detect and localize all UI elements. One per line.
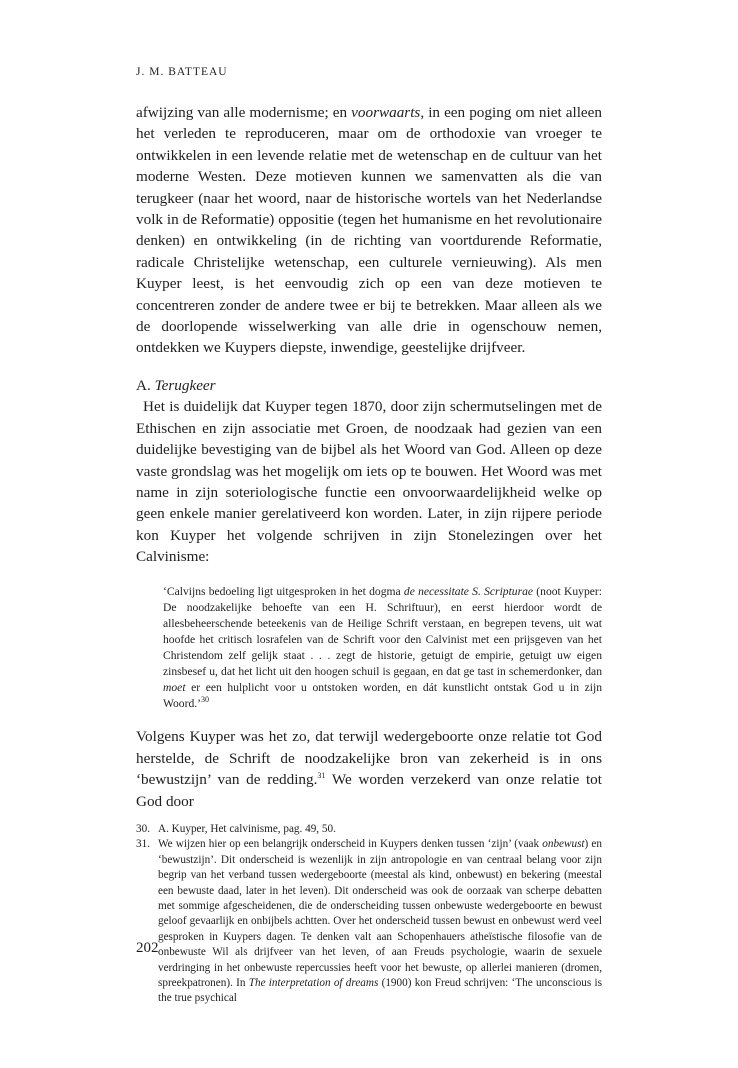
footnotes <box>136 822 602 1007</box>
footnote-text: A. Kuyper, Het calvinisme, pag. 49, 50. <box>158 822 336 835</box>
footnote-number: 31. <box>136 838 150 851</box>
block-quote <box>163 584 602 713</box>
section-heading <box>136 375 602 396</box>
paragraph-3 <box>136 726 602 812</box>
quote-emphasis-moet: moet <box>163 681 186 695</box>
paragraph-1 <box>136 102 602 359</box>
quote-emphasis-latin: de necessitate S. Scripturae <box>403 584 534 598</box>
running-head: J. M. BATTEAU <box>136 66 228 78</box>
footnote-31-book-title: The interpretation of dreams <box>248 976 379 989</box>
footnote-31-text: We wijzen hier op een belangrijk onderscheid in Kuypers denken tussen ‘zijn’ (vaak <box>158 838 543 851</box>
page-number: 202 <box>136 940 159 956</box>
quote-text: ‘Calvijns bedoeling ligt uitgesproken in het dogma <box>163 584 404 598</box>
paragraph-1-text-cont: in een poging om niet alleen het verleden te reproduceren, maar om de orthodoxie van vroeger te ontwikkelen in een levende relatie met de wetenschap en de cultuur van het moderne Westen. Deze motieven kunnen we samenvatten als die van terugkeer (naar het woord, naar de historische wortels van het Nederlandse volk in de Reformatie) oppositie (tegen het humanisme en het revolutionaire denken) en ontwikkeling (in de richting van voortdurende Reformatie, radicale Christelijke wetenschap, een culturele vernieuwing). Als men Kuyper leest, is het eenvoudig zich op een van deze motieven te concentreren zonder de andere twee er bij te betrekken. Maar alleen als we de doorlopende wisselwerking van alle drie in ogenschouw nemen, ontdekken we Kuypers diepste, inwendige, geestelijke drijfveer. <box>136 104 603 357</box>
footnote-number: 30. <box>136 822 150 835</box>
quote-text-end: er een hulplicht voor u ontstoken worden, en dát kunstlicht ontstak God u in zijn Woord.’ <box>163 681 602 711</box>
section-letter: A. <box>136 376 151 394</box>
footnote-30 <box>136 822 602 837</box>
footnote-31 <box>136 837 602 1006</box>
footnote-31-text-cont: ) en ‘bewustzijn’. Dit onderscheid is wezenlijk in zijn antropologie en van centraal belang voor zijn begrip van het verband tussen wedergeboorte (meestal als kind, onbewust) en bekering (meestal een bewuste daad, later in het leven). Dit onderscheid was ook de oorzaak van scherpe debatten met sommige afgescheidenen, die de onderscheiding tussen onbewuste wedergeboorte en bewust geloof gevaarlijk en onbijbels achtten. Over het onderscheid tussen bewust en onbewust werd veel gesproken in Kuypers dagen. Te denken valt aan Schopenhauers atheïstische filosofie van de onbewuste Wil als drijfveer van het leven, of aan Freuds psychologie, waarin de sexuele verdringing in het onbewuste repercussies heeft voor het bewuste, op allerlei manieren (dromen, spreekpatronen). In <box>158 838 602 989</box>
footnote-31-text-end: (1900) kon Freud schrijven: ‘The unconscious is the true psychical <box>158 976 602 1005</box>
footnote-ref-31: 31 <box>317 771 326 781</box>
paragraph-2: Het is duidelijk dat Kuyper tegen 1870, door zijn schermutselingen met de Ethischen en zijn associatie met Groen, de noodzaak had gezien van een duidelijke bevestiging van de bijbel als het Woord van God. Alleen op deze vaste grondslag was het mogelijk om iets op te bouwen. Het Woord was met name in zijn soteriologische functie een onvoorwaardelijkheid welke op geen enkele manier gerelativeerd kon worden. Later, in zijn rijpere periode kon Kuyper het volgende schrijven in zijn Stonelezingen over het Calvinisme: <box>136 398 602 566</box>
page-content <box>136 66 602 1007</box>
paragraph-1-emphasis: voorwaarts, <box>351 104 425 121</box>
paragraph-1-text: afwijzing van alle modernisme; en <box>136 104 352 121</box>
quote-text-cont: (noot Kuyper: De noodzakelijke behoefte van een H. Schriftuur), en eerst hierdoor wordt de allesbeheerschende beteekenis van de Heilige Schrift verstaan, en begrepen tevens, uit wat hoofde het critisch losrafelen van de Schrift voor den Calvinist met een prijsgeven van het Christendom zelf gelijk staat . . . zegt de historie, getuigt de empirie, getuigt uw eigen zinsbesef u, dat het licht uit den hoogen schuil is gegaan, en dat ge tast in schemerdonker, dan <box>163 584 602 678</box>
paragraph-3-text-cont: We worden verzekerd van onze relatie tot God door <box>136 771 602 810</box>
paragraph-3-text: Volgens Kuyper was het zo, dat terwijl wedergeboorte onze relatie tot God herstelde, de Schrift de noodzakelijke bron van zekerheid is in ons ‘bewustzijn’ van de redding. <box>136 728 602 789</box>
footnote-31-emphasis: onbewust <box>542 838 585 851</box>
footnote-ref-30: 30 <box>201 695 210 705</box>
footnote-text <box>158 837 602 1006</box>
section-title: Terugkeer <box>154 376 216 394</box>
